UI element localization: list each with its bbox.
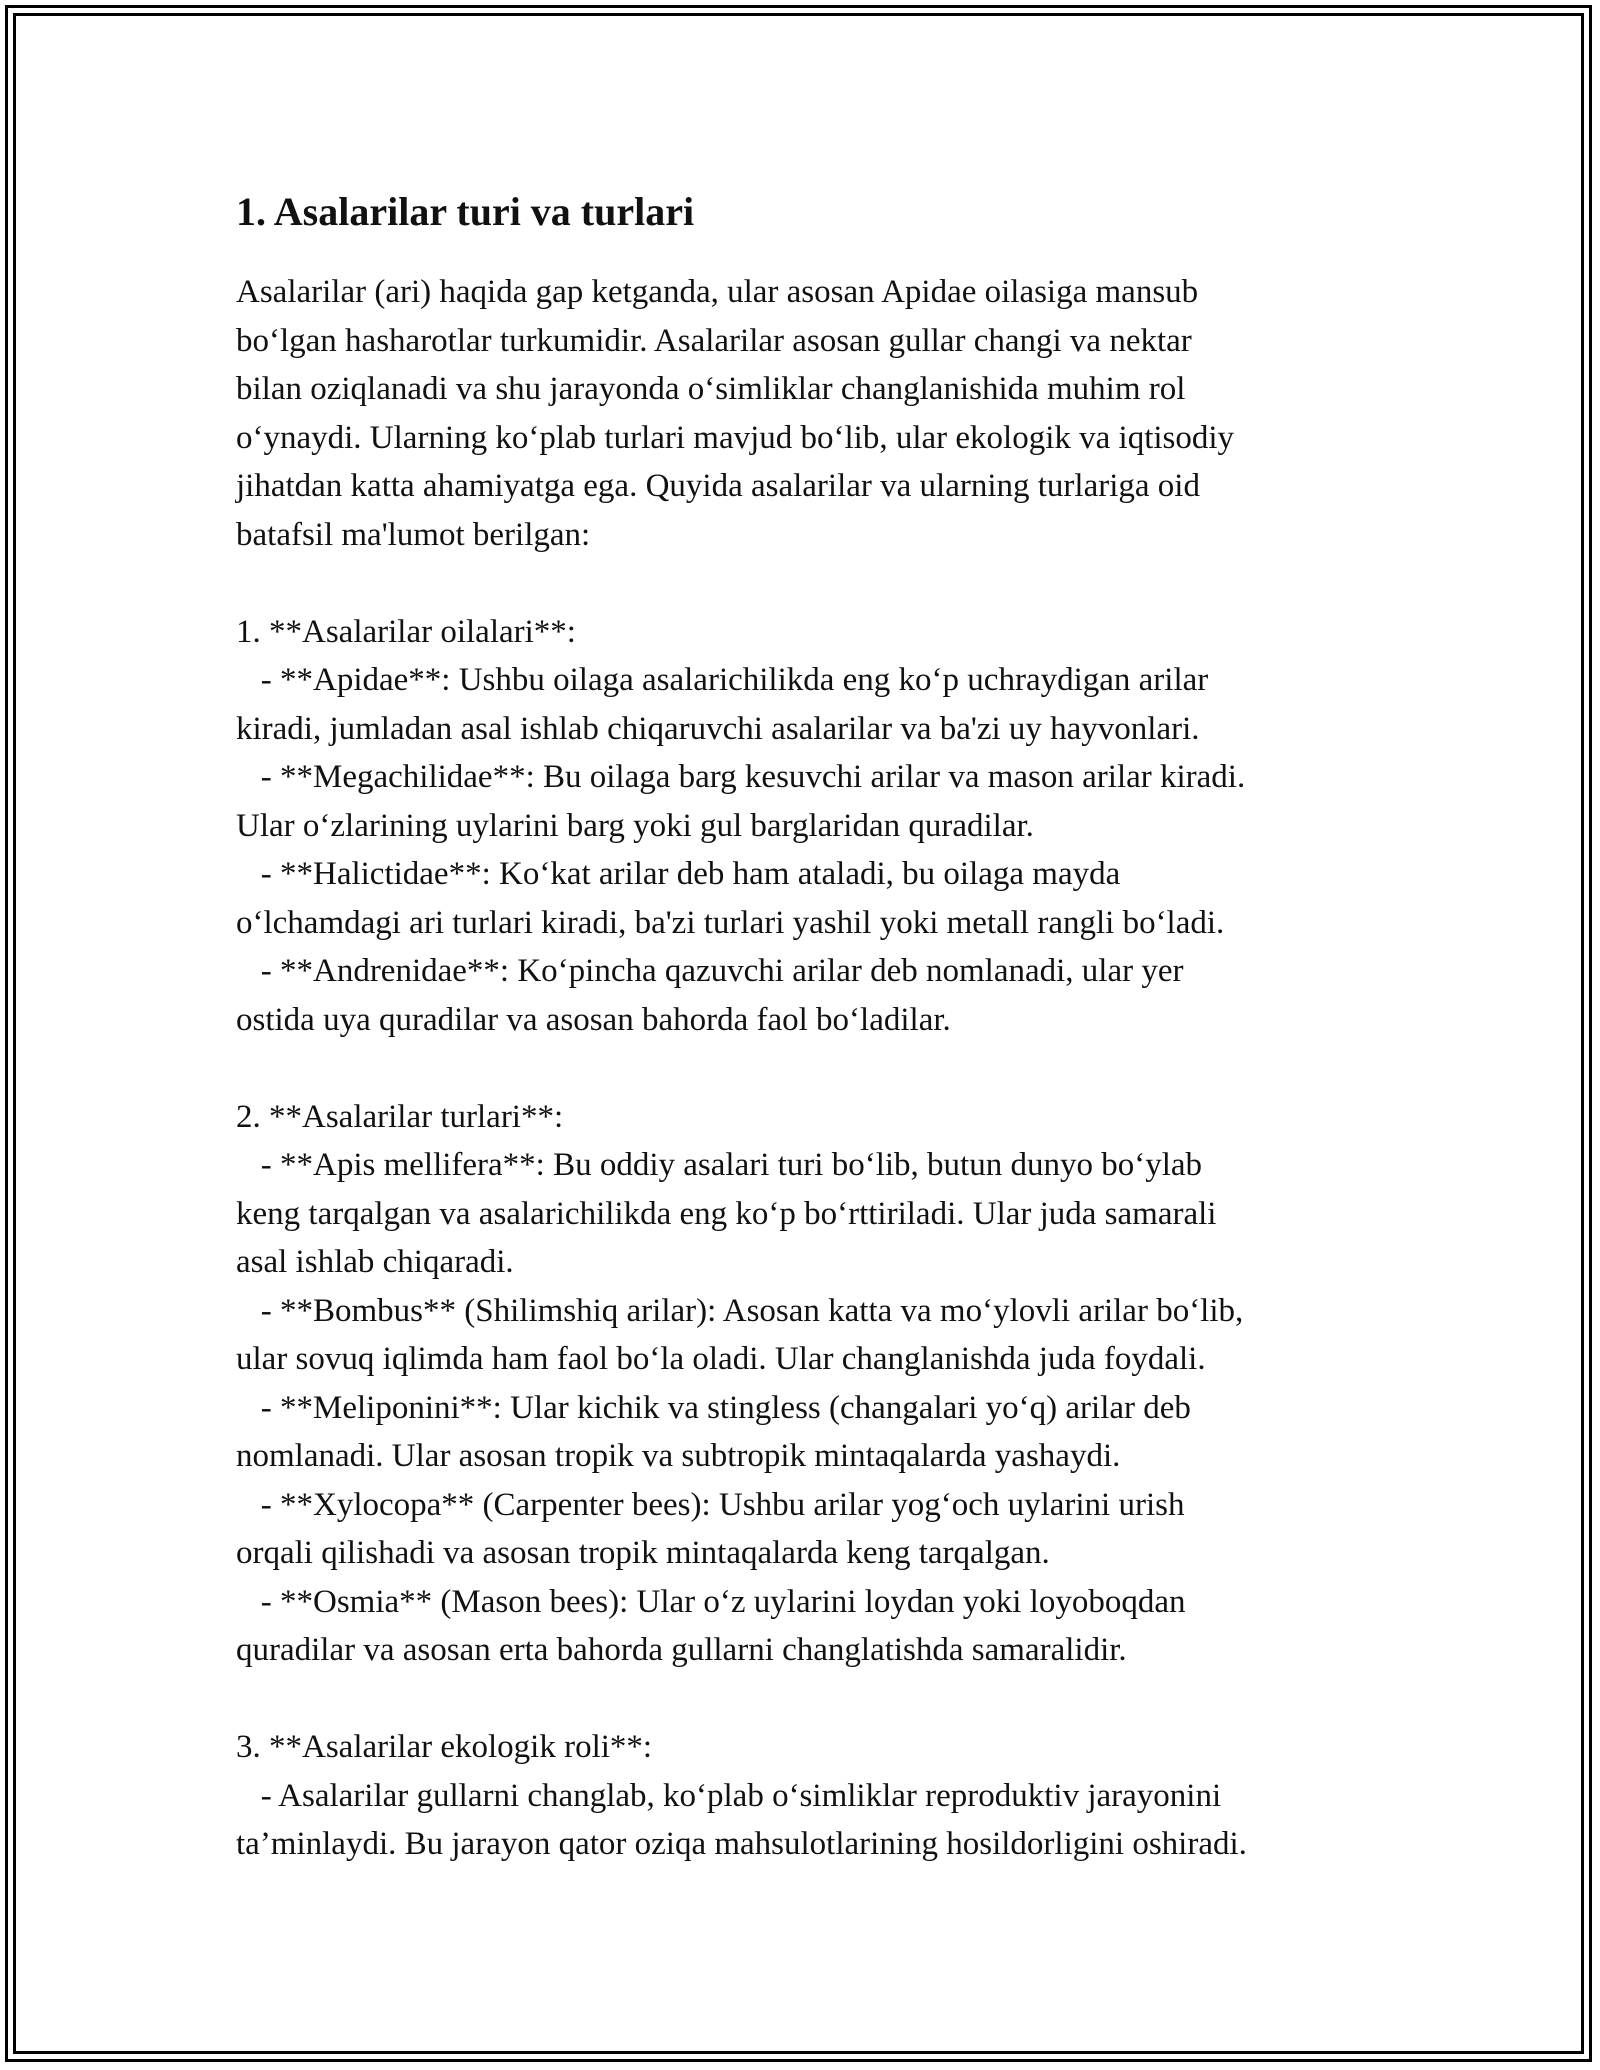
section-heading: 3. **Asalarilar ekologik roli**: <box>236 1729 653 1765</box>
section-species <box>236 1093 1396 1675</box>
list-item-line: - **Apidae**: Ushbu oilaga asalarichilikda eng ko‘p uchraydigan arilar <box>236 662 1209 698</box>
spacer <box>236 1675 1396 1724</box>
section-ecology <box>236 1723 1396 1869</box>
list-item-line: asal ishlab chiqaradi. <box>236 1244 514 1280</box>
list-item-line: - **Apis mellifera**: Bu oddiy asalari turi bo‘lib, butun dunyo bo‘ylab <box>236 1147 1203 1183</box>
document-body <box>236 184 1396 1869</box>
intro-line: batafsil ma'lumot berilgan: <box>236 516 591 553</box>
list-item-line: keng tarqalgan va asalarichilikda eng ko‘p bo‘rttiriladi. Ular juda samarali <box>236 1195 1217 1232</box>
list-item-line: orqali qilishadi va asosan tropik mintaqalarda keng tarqalgan. <box>236 1535 1050 1571</box>
list-item-line: - **Osmia** (Mason bees): Ular o‘z uylarini loydan yoki loyoboqdan <box>236 1583 1186 1620</box>
intro-paragraph <box>236 268 1396 559</box>
document-title: 1. Asalarilar turi va turlari <box>236 189 695 234</box>
section-heading: 1. **Asalarilar oilalari**: <box>236 613 576 650</box>
list-item-line: ta’minlaydi. Bu jarayon qator oziqa mahsulotlarining hosildorligini oshiradi. <box>236 1826 1247 1862</box>
list-item-line: nomlanadi. Ular asosan tropik va subtropik mintaqalarda yashaydi. <box>236 1438 1121 1474</box>
list-item-line: ular sovuq iqlimda ham faol bo‘la oladi. Ular changlanishda juda foydali. <box>236 1341 1206 1377</box>
list-item-line: - **Xylocopa** (Carpenter bees): Ushbu arilar yog‘och uylarini urish <box>236 1486 1185 1523</box>
intro-line: bo‘lgan hasharotlar turkumidir. Asalarilar asosan gullar changi va nektar <box>236 322 1192 359</box>
list-item-line: Ular o‘zlarining uylarini barg yoki gul barglaridan quradilar. <box>236 807 1034 844</box>
spacer <box>236 559 1396 608</box>
list-item-line: - **Megachilidae**: Bu oilaga barg kesuvchi arilar va mason arilar kiradi. <box>236 759 1246 795</box>
list-item-line: quradilar va asosan erta bahorda gullarni changlatishda samaralidir. <box>236 1632 1127 1668</box>
intro-line: jihatdan katta ahamiyatga ega. Quyida asalarilar va ularning turlariga oid <box>236 468 1200 504</box>
list-item-line: - **Bombus** (Shilimshiq arilar): Asosan katta va mo‘ylovli arilar bo‘lib, <box>236 1292 1244 1329</box>
list-item-line: kiradi, jumladan asal ishlab chiqaruvchi asalarilar va ba'zi uy hayvonlari. <box>236 710 1200 747</box>
list-item-line: - **Meliponini**: Ular kichik va stingless (changalari yo‘q) arilar deb <box>236 1389 1191 1426</box>
list-item-line: - **Halictidae**: Ko‘kat arilar deb ham ataladi, bu oilaga mayda <box>236 856 1121 892</box>
intro-line: bilan oziqlanadi va shu jarayonda o‘simliklar changlanishida muhim rol <box>236 371 1186 407</box>
section-families <box>236 608 1396 1045</box>
intro-line: Asalarilar (ari) haqida gap ketganda, ular asosan Apidae oilasiga mansub <box>236 274 1199 310</box>
list-item-line: - Asalarilar gullarni changlab, ko‘plab o‘simliklar reproduktiv jarayonini <box>236 1777 1222 1814</box>
spacer <box>236 1044 1396 1093</box>
list-item-line: o‘lchamdagi ari turlari kiradi, ba'zi turlari yashil yoki metall rangli bo‘ladi. <box>236 904 1225 941</box>
section-heading: 2. **Asalarilar turlari**: <box>236 1098 564 1135</box>
intro-line: o‘ynaydi. Ularning ko‘plab turlari mavjud bo‘lib, ular ekologik va iqtisodiy <box>236 419 1235 456</box>
list-item-line: ostida uya quradilar va asosan bahorda faol bo‘ladilar. <box>236 1001 951 1038</box>
list-item-line: - **Andrenidae**: Ko‘pincha qazuvchi arilar deb nomlanadi, ular yer <box>236 953 1184 989</box>
